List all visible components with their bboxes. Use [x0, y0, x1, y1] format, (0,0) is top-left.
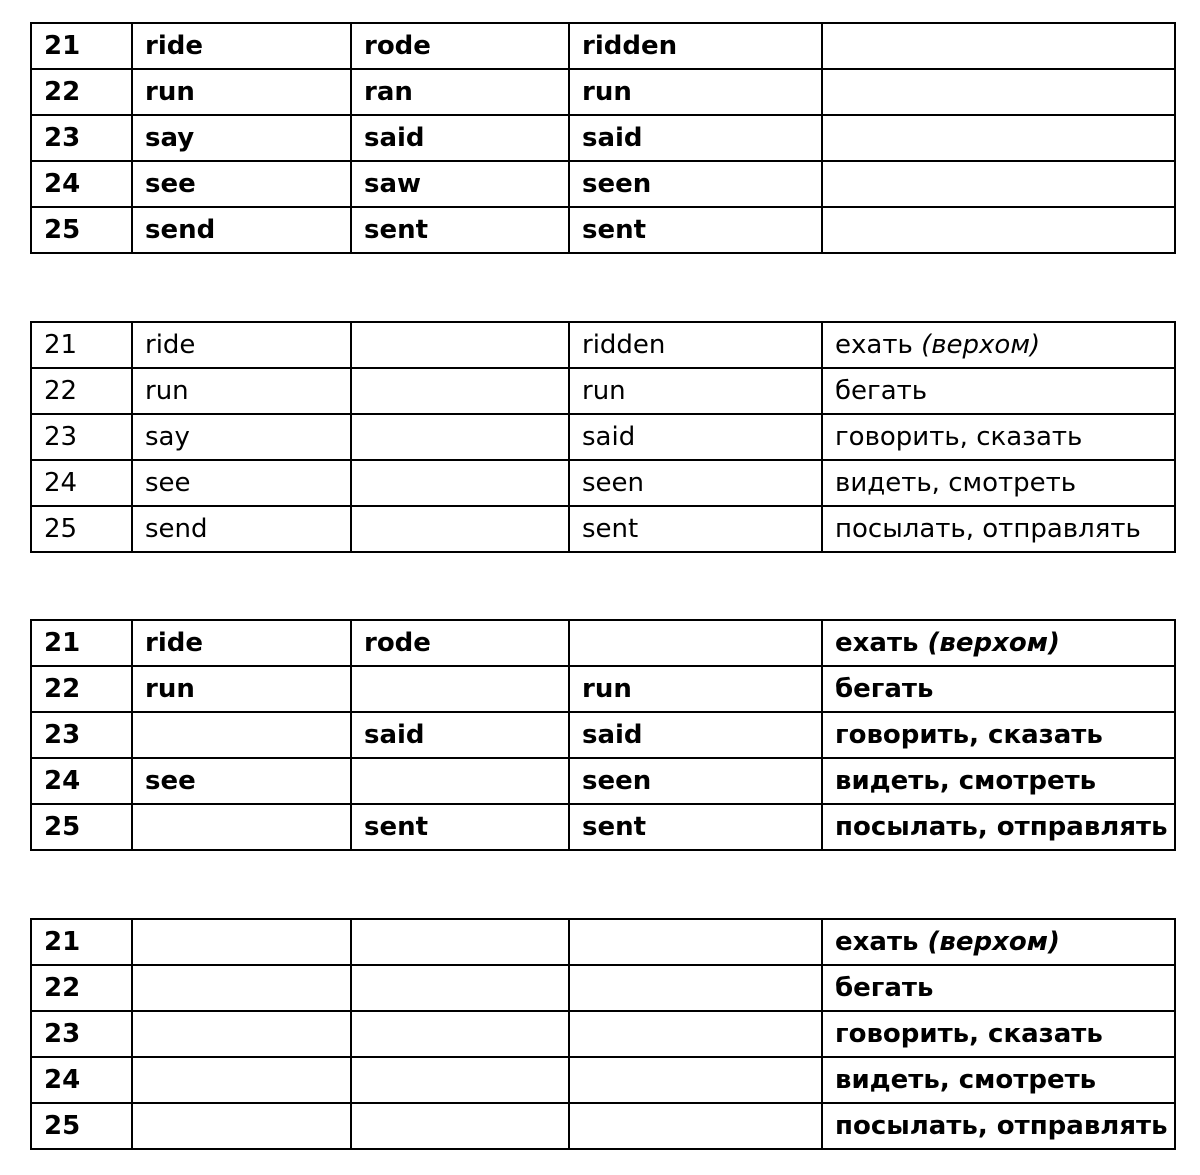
base-form-cell: send: [132, 506, 351, 552]
row-number: 25: [31, 1103, 132, 1149]
translation-cell: видеть, смотреть: [822, 1057, 1175, 1103]
past-participle-cell: sent: [569, 207, 822, 253]
past-participle-cell: [569, 1103, 822, 1149]
past-simple-cell: [351, 322, 569, 368]
table-row: [31, 1057, 1175, 1103]
row-number: 24: [31, 161, 132, 207]
table-row: [31, 506, 1175, 552]
row-number: 21: [31, 23, 132, 69]
past-participle-cell: [569, 919, 822, 965]
table-row: [31, 322, 1175, 368]
translation-cell: [822, 115, 1175, 161]
base-form-cell: [132, 1057, 351, 1103]
row-number: 21: [31, 919, 132, 965]
table-row: [31, 758, 1175, 804]
translation-note: (верхом): [927, 628, 1060, 658]
translation-cell: [822, 69, 1175, 115]
base-form-cell: see: [132, 460, 351, 506]
translation-cell: бегать: [822, 965, 1175, 1011]
table-row: [31, 712, 1175, 758]
past-simple-cell: [351, 414, 569, 460]
past-simple-cell: sent: [351, 207, 569, 253]
verb-table-2: [30, 321, 1176, 553]
past-participle-cell: said: [569, 115, 822, 161]
row-number: 25: [31, 207, 132, 253]
row-number: 21: [31, 620, 132, 666]
base-form-cell: [132, 1011, 351, 1057]
base-form-cell: ride: [132, 322, 351, 368]
base-form-cell: run: [132, 666, 351, 712]
past-simple-cell: [351, 965, 569, 1011]
past-participle-cell: sent: [569, 506, 822, 552]
base-form-cell: [132, 804, 351, 850]
table-row: [31, 919, 1175, 965]
row-number: 25: [31, 506, 132, 552]
past-participle-cell: [569, 1057, 822, 1103]
table-row: [31, 23, 1175, 69]
past-participle-cell: run: [569, 666, 822, 712]
base-form-cell: run: [132, 69, 351, 115]
row-number: 24: [31, 758, 132, 804]
translation-note: (верхом): [921, 330, 1041, 360]
row-number: 21: [31, 322, 132, 368]
table-row: [31, 965, 1175, 1011]
table-row: [31, 804, 1175, 850]
past-simple-cell: [351, 758, 569, 804]
translation-cell: [822, 161, 1175, 207]
table-row: [31, 368, 1175, 414]
past-simple-cell: rode: [351, 620, 569, 666]
translation-cell: посылать, отправлять: [822, 1103, 1175, 1149]
base-form-cell: [132, 965, 351, 1011]
row-number: 22: [31, 666, 132, 712]
translation-cell: говорить, сказать: [822, 1011, 1175, 1057]
verb-table-4: [30, 918, 1176, 1150]
past-participle-cell: seen: [569, 460, 822, 506]
translation-cell: [822, 322, 1175, 368]
base-form-cell: see: [132, 758, 351, 804]
row-number: 22: [31, 368, 132, 414]
table-row: [31, 69, 1175, 115]
base-form-cell: ride: [132, 620, 351, 666]
translation-cell: посылать, отправлять: [822, 506, 1175, 552]
past-simple-cell: said: [351, 115, 569, 161]
past-simple-cell: [351, 1103, 569, 1149]
table-row: [31, 620, 1175, 666]
translation-cell: [822, 620, 1175, 666]
table-row: [31, 460, 1175, 506]
table-row: [31, 1103, 1175, 1149]
verb-table-1: [30, 22, 1176, 254]
table-row: [31, 666, 1175, 712]
translation-cell: [822, 207, 1175, 253]
base-form-cell: [132, 919, 351, 965]
past-simple-cell: [351, 460, 569, 506]
past-simple-cell: rode: [351, 23, 569, 69]
past-participle-cell: [569, 1011, 822, 1057]
past-participle-cell: seen: [569, 161, 822, 207]
row-number: 24: [31, 1057, 132, 1103]
translation-cell: бегать: [822, 666, 1175, 712]
base-form-cell: say: [132, 115, 351, 161]
row-number: 23: [31, 414, 132, 460]
translation-text: ехать: [835, 330, 922, 360]
table-row: [31, 115, 1175, 161]
base-form-cell: [132, 1103, 351, 1149]
base-form-cell: ride: [132, 23, 351, 69]
past-participle-cell: ridden: [569, 23, 822, 69]
row-number: 22: [31, 965, 132, 1011]
past-participle-cell: run: [569, 69, 822, 115]
past-simple-cell: [351, 1057, 569, 1103]
table-row: [31, 207, 1175, 253]
translation-cell: бегать: [822, 368, 1175, 414]
row-number: 23: [31, 712, 132, 758]
row-number: 25: [31, 804, 132, 850]
translation-cell: посылать, отправлять: [822, 804, 1175, 850]
past-simple-cell: saw: [351, 161, 569, 207]
table-row: [31, 414, 1175, 460]
row-number: 24: [31, 460, 132, 506]
translation-note: (верхом): [927, 927, 1060, 957]
row-number: 23: [31, 115, 132, 161]
translation-cell: говорить, сказать: [822, 712, 1175, 758]
base-form-cell: say: [132, 414, 351, 460]
translation-text: ехать: [835, 628, 928, 658]
translation-text: ехать: [835, 927, 928, 957]
past-participle-cell: ridden: [569, 322, 822, 368]
past-participle-cell: said: [569, 712, 822, 758]
translation-cell: видеть, смотреть: [822, 460, 1175, 506]
translation-cell: видеть, смотреть: [822, 758, 1175, 804]
past-simple-cell: [351, 1011, 569, 1057]
past-participle-cell: [569, 965, 822, 1011]
base-form-cell: [132, 712, 351, 758]
past-participle-cell: said: [569, 414, 822, 460]
past-participle-cell: sent: [569, 804, 822, 850]
base-form-cell: run: [132, 368, 351, 414]
base-form-cell: see: [132, 161, 351, 207]
translation-cell: говорить, сказать: [822, 414, 1175, 460]
base-form-cell: send: [132, 207, 351, 253]
past-participle-cell: [569, 620, 822, 666]
row-number: 22: [31, 69, 132, 115]
past-simple-cell: sent: [351, 804, 569, 850]
past-simple-cell: [351, 368, 569, 414]
table-row: [31, 161, 1175, 207]
table-row: [31, 1011, 1175, 1057]
past-participle-cell: run: [569, 368, 822, 414]
past-simple-cell: [351, 919, 569, 965]
translation-cell: [822, 919, 1175, 965]
past-participle-cell: seen: [569, 758, 822, 804]
past-simple-cell: said: [351, 712, 569, 758]
verb-table-3: [30, 619, 1176, 851]
translation-cell: [822, 23, 1175, 69]
past-simple-cell: [351, 506, 569, 552]
row-number: 23: [31, 1011, 132, 1057]
past-simple-cell: ran: [351, 69, 569, 115]
past-simple-cell: [351, 666, 569, 712]
